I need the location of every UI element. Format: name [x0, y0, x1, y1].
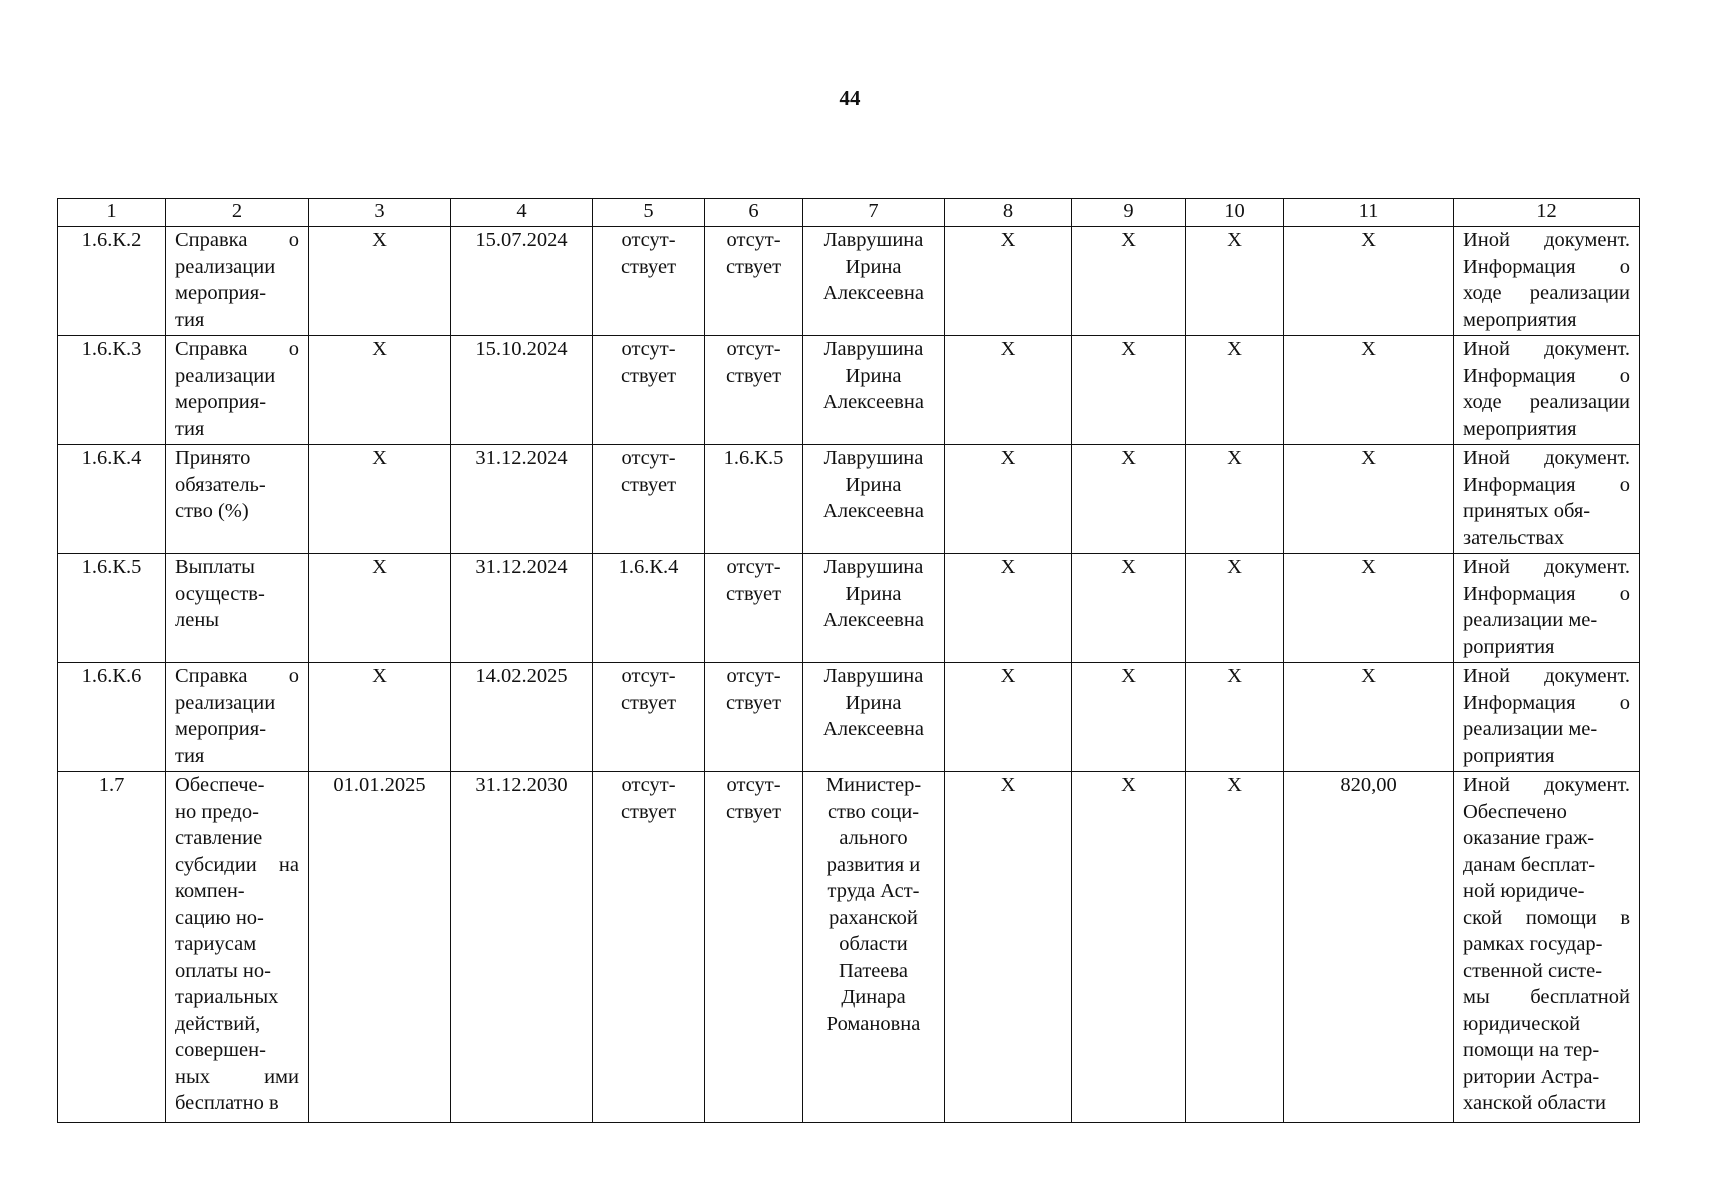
cell-start-date: Х	[309, 554, 451, 663]
cell-start-date: Х	[309, 663, 451, 772]
page-number: 44	[839, 86, 861, 110]
cell-document: Иной документ. Обеспечено оказание граж- данам бесплат- ной юридиче- ской помощи в рамках государ- ственной систе- мы бесплатной юридической помощи на тер- ритории Астра- ханской области	[1454, 772, 1640, 1123]
cell-start-date: 01.01.2025	[309, 772, 451, 1123]
cell-document: Иной документ. Информация о ходе реализации мероприятия	[1454, 227, 1640, 336]
cell-document: Иной документ. Информация о реализации ме- роприятия	[1454, 663, 1640, 772]
cell-end-date: 31.12.2030	[451, 772, 593, 1123]
document-table	[57, 198, 1640, 1123]
cell-code: 1.6.К.4	[58, 445, 166, 554]
table-row	[58, 772, 1640, 1123]
column-number-12: 12	[1454, 199, 1640, 227]
column-number-9: 9	[1072, 199, 1186, 227]
cell-col9: Х	[1072, 554, 1186, 663]
cell-amount: Х	[1284, 445, 1454, 554]
cell-end-date: 31.12.2024	[451, 445, 593, 554]
cell-responsible: Министер- ство соци- ального развития и труда Аст- раханской области Патеева Динара Романовна	[803, 772, 945, 1123]
cell-end-date: 31.12.2024	[451, 554, 593, 663]
cell-responsible: Лаврушина Ирина Алексеевна	[803, 336, 945, 445]
cell-successor: 1.6.К.5	[705, 445, 803, 554]
cell-amount: Х	[1284, 554, 1454, 663]
cell-col8: Х	[945, 663, 1072, 772]
cell-end-date: 15.10.2024	[451, 336, 593, 445]
cell-col9: Х	[1072, 445, 1186, 554]
cell-name: Выплаты осуществ- лены	[166, 554, 309, 663]
cell-code: 1.6.К.5	[58, 554, 166, 663]
cell-col9: Х	[1072, 336, 1186, 445]
cell-col10: Х	[1186, 445, 1284, 554]
cell-amount: Х	[1284, 227, 1454, 336]
column-number-2: 2	[166, 199, 309, 227]
cell-amount: Х	[1284, 663, 1454, 772]
cell-col8: Х	[945, 336, 1072, 445]
cell-col8: Х	[945, 227, 1072, 336]
cell-col8: Х	[945, 554, 1072, 663]
cell-responsible: Лаврушина Ирина Алексеевна	[803, 663, 945, 772]
cell-name: Справка о реализации мероприя- тия	[166, 227, 309, 336]
cell-code: 1.6.К.3	[58, 336, 166, 445]
cell-col8: Х	[945, 772, 1072, 1123]
table-header-row	[58, 199, 1640, 227]
cell-name: Справка о реализации мероприя- тия	[166, 336, 309, 445]
cell-successor: отсут- ствует	[705, 336, 803, 445]
column-number-8: 8	[945, 199, 1072, 227]
cell-name: Обеспече- но предо- ставление субсидии на компен- сацию но- тариусам оплаты но- тариальных действий, совершен- ных ими бесплатно в	[166, 772, 309, 1123]
column-number-10: 10	[1186, 199, 1284, 227]
column-number-5: 5	[593, 199, 705, 227]
cell-successor: отсут- ствует	[705, 772, 803, 1123]
table-row	[58, 336, 1640, 445]
cell-code: 1.6.К.2	[58, 227, 166, 336]
cell-col10: Х	[1186, 772, 1284, 1123]
column-number-4: 4	[451, 199, 593, 227]
cell-predecessor: отсут- ствует	[593, 445, 705, 554]
cell-predecessor: отсут- ствует	[593, 663, 705, 772]
cell-amount: Х	[1284, 336, 1454, 445]
cell-name: Справка о реализации мероприя- тия	[166, 663, 309, 772]
cell-col8: Х	[945, 445, 1072, 554]
cell-predecessor: 1.6.К.4	[593, 554, 705, 663]
table-row	[58, 554, 1640, 663]
cell-start-date: Х	[309, 227, 451, 336]
column-number-6: 6	[705, 199, 803, 227]
cell-successor: отсут- ствует	[705, 554, 803, 663]
cell-amount: 820,00	[1284, 772, 1454, 1123]
cell-predecessor: отсут- ствует	[593, 227, 705, 336]
cell-start-date: Х	[309, 445, 451, 554]
cell-responsible: Лаврушина Ирина Алексеевна	[803, 227, 945, 336]
cell-predecessor: отсут- ствует	[593, 772, 705, 1123]
cell-col9: Х	[1072, 227, 1186, 336]
cell-document: Иной документ. Информация о реализации ме- роприятия	[1454, 554, 1640, 663]
cell-name: Принято обязатель- ство (%)	[166, 445, 309, 554]
cell-responsible: Лаврушина Ирина Алексеевна	[803, 554, 945, 663]
cell-predecessor: отсут- ствует	[593, 336, 705, 445]
cell-end-date: 15.07.2024	[451, 227, 593, 336]
cell-col10: Х	[1186, 336, 1284, 445]
table-row	[58, 445, 1640, 554]
cell-successor: отсут- ствует	[705, 227, 803, 336]
column-number-7: 7	[803, 199, 945, 227]
cell-code: 1.6.К.6	[58, 663, 166, 772]
cell-col9: Х	[1072, 663, 1186, 772]
cell-col10: Х	[1186, 663, 1284, 772]
cell-successor: отсут- ствует	[705, 663, 803, 772]
column-number-11: 11	[1284, 199, 1454, 227]
cell-col10: Х	[1186, 554, 1284, 663]
cell-document: Иной документ. Информация о ходе реализации мероприятия	[1454, 336, 1640, 445]
cell-start-date: Х	[309, 336, 451, 445]
cell-document: Иной документ. Информация о принятых обя- зательствах	[1454, 445, 1640, 554]
cell-col9: Х	[1072, 772, 1186, 1123]
cell-end-date: 14.02.2025	[451, 663, 593, 772]
table-row	[58, 663, 1640, 772]
cell-col10: Х	[1186, 227, 1284, 336]
column-number-1: 1	[58, 199, 166, 227]
column-number-3: 3	[309, 199, 451, 227]
cell-responsible: Лаврушина Ирина Алексеевна	[803, 445, 945, 554]
cell-code: 1.7	[58, 772, 166, 1123]
table-row	[58, 227, 1640, 336]
